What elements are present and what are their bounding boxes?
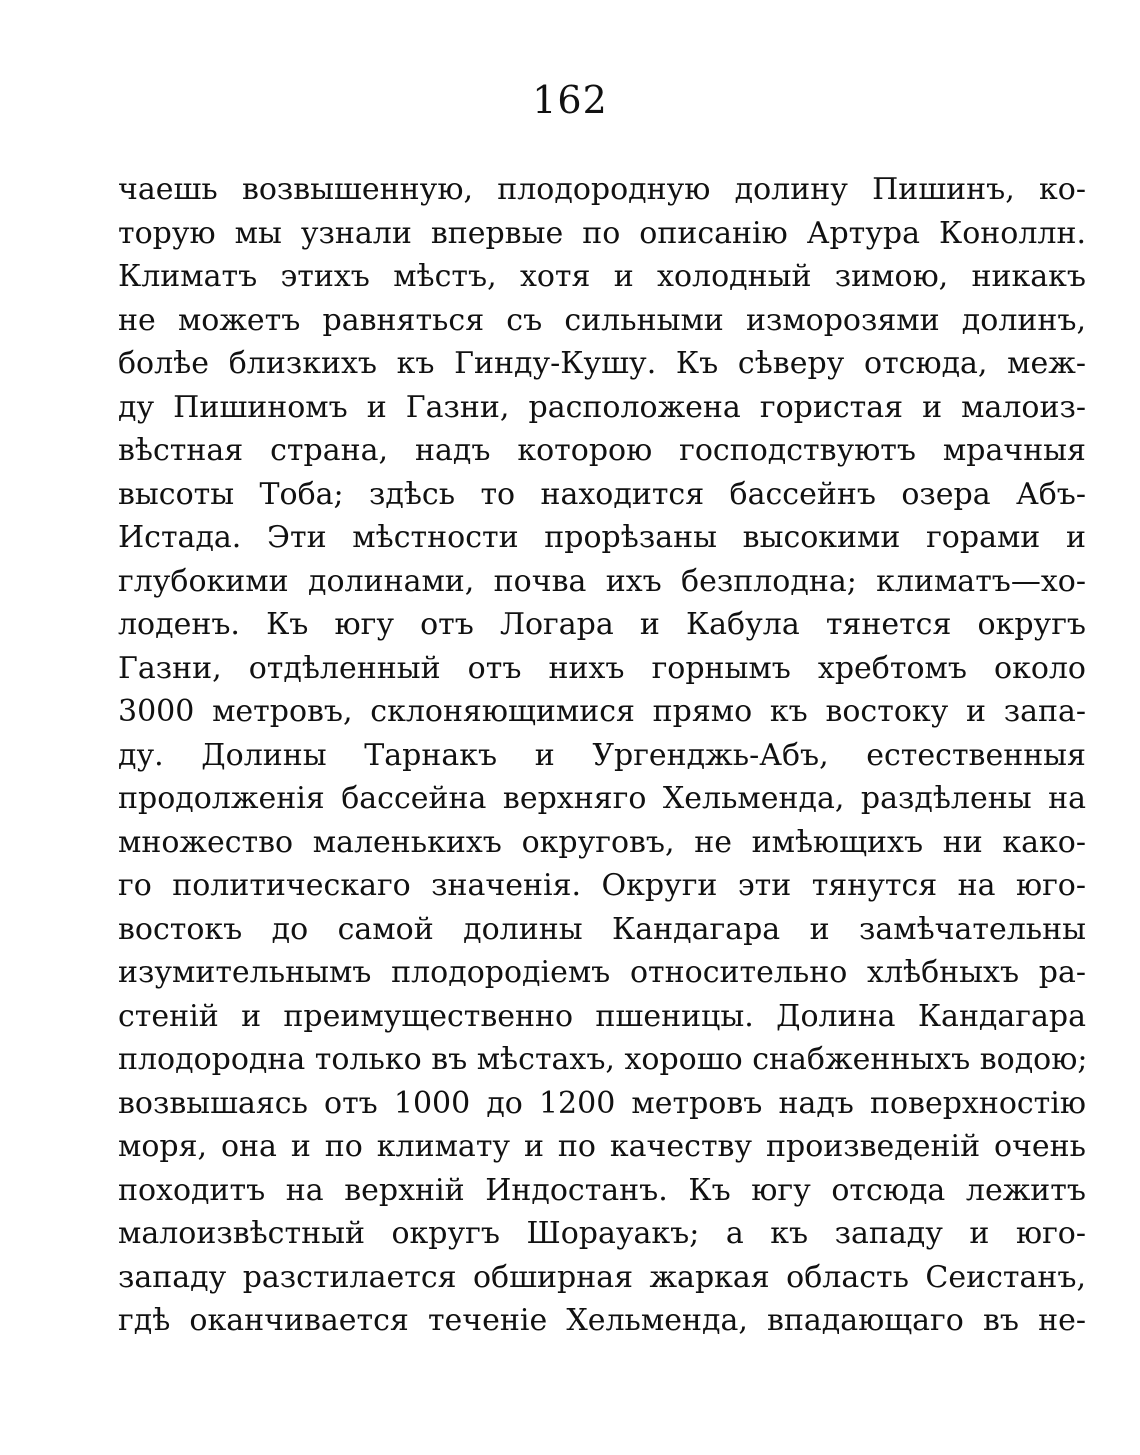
text-line: болѣе близкихъ къ Гинду-Кушу. Къ сѣверу отсюда, меж- <box>118 346 1086 381</box>
text-line: моря, она и по климату и по качеству произведеній очень <box>118 1129 1086 1164</box>
page-number: 162 <box>532 78 608 122</box>
text-line: Климатъ этихъ мѣстъ, хотя и холодный зимою, никакъ <box>118 259 1086 294</box>
text-line: высоты Тоба; здѣсь то находится бассейнъ озера Абъ- <box>118 476 1086 512</box>
text-line: множество маленькихъ округовъ, не имѣющихъ ни како- <box>118 824 1086 860</box>
text-line: го политическаго значенія. Округи эти тянутся на юго- <box>118 868 1086 903</box>
text-line: изумительнымъ плодородіемъ относительно хлѣбныхъ ра- <box>118 955 1086 990</box>
text-line: западу разстилается обширная жаркая область Сеистанъ, <box>118 1259 1086 1295</box>
text-line: востокъ до самой долины Кандагара и замѣчательны <box>118 911 1086 947</box>
text-line: Истада. Эти мѣстности прорѣзаны высокими горами и <box>118 520 1086 555</box>
text-line: 3000 метровъ, склоняющимися прямо къ востоку и запа- <box>118 694 1086 729</box>
text-line: плодородна только въ мѣстахъ, хорошо снабженныхъ водою; <box>118 1042 1088 1077</box>
text-line: стеній и преимущественно пшеницы. Долина Кандагара <box>118 998 1086 1034</box>
text-line: гдѣ оканчивается теченіе Хельменда, впадающаго въ не- <box>118 1303 1086 1338</box>
text-line: Газни, отдѣленный отъ нихъ горнымъ хребтомъ около <box>118 650 1086 686</box>
text-line: глубокими долинами, почва ихъ безплодна; климатъ—хо- <box>118 563 1086 599</box>
text-line: лоденъ. Къ югу отъ Логара и Кабула тянется округъ <box>118 607 1086 642</box>
text-line: не можетъ равняться съ сильными изморозями долинъ, <box>118 302 1086 338</box>
text-line: малоизвѣстный округъ Шорауакъ; а къ западу и юго- <box>118 1216 1086 1251</box>
text-line: походитъ на верхній Индостанъ. Къ югу отсюда лежитъ <box>118 1172 1086 1208</box>
text-line: ду. Долины Тарнакъ и Ургенджь-Абъ, естественныя <box>118 737 1086 773</box>
text-line: торую мы узнали впервые по описанію Артура Коноллн. <box>118 215 1086 251</box>
text-line: вѣстная страна, надъ которою господствуютъ мрачныя <box>118 433 1086 468</box>
body-text <box>118 168 1086 1343</box>
text-line: продолженія бассейна верхняго Хельменда, раздѣлены на <box>118 781 1086 816</box>
text-line: чаешь возвышенную, плодородную долину Пишинъ, ко- <box>118 172 1086 207</box>
text-line: ду Пишиномъ и Газни, расположена гористая и малоиз- <box>118 389 1086 425</box>
text-line: возвышаясь отъ 1000 до 1200 метровъ надъ поверхностію <box>118 1085 1086 1121</box>
